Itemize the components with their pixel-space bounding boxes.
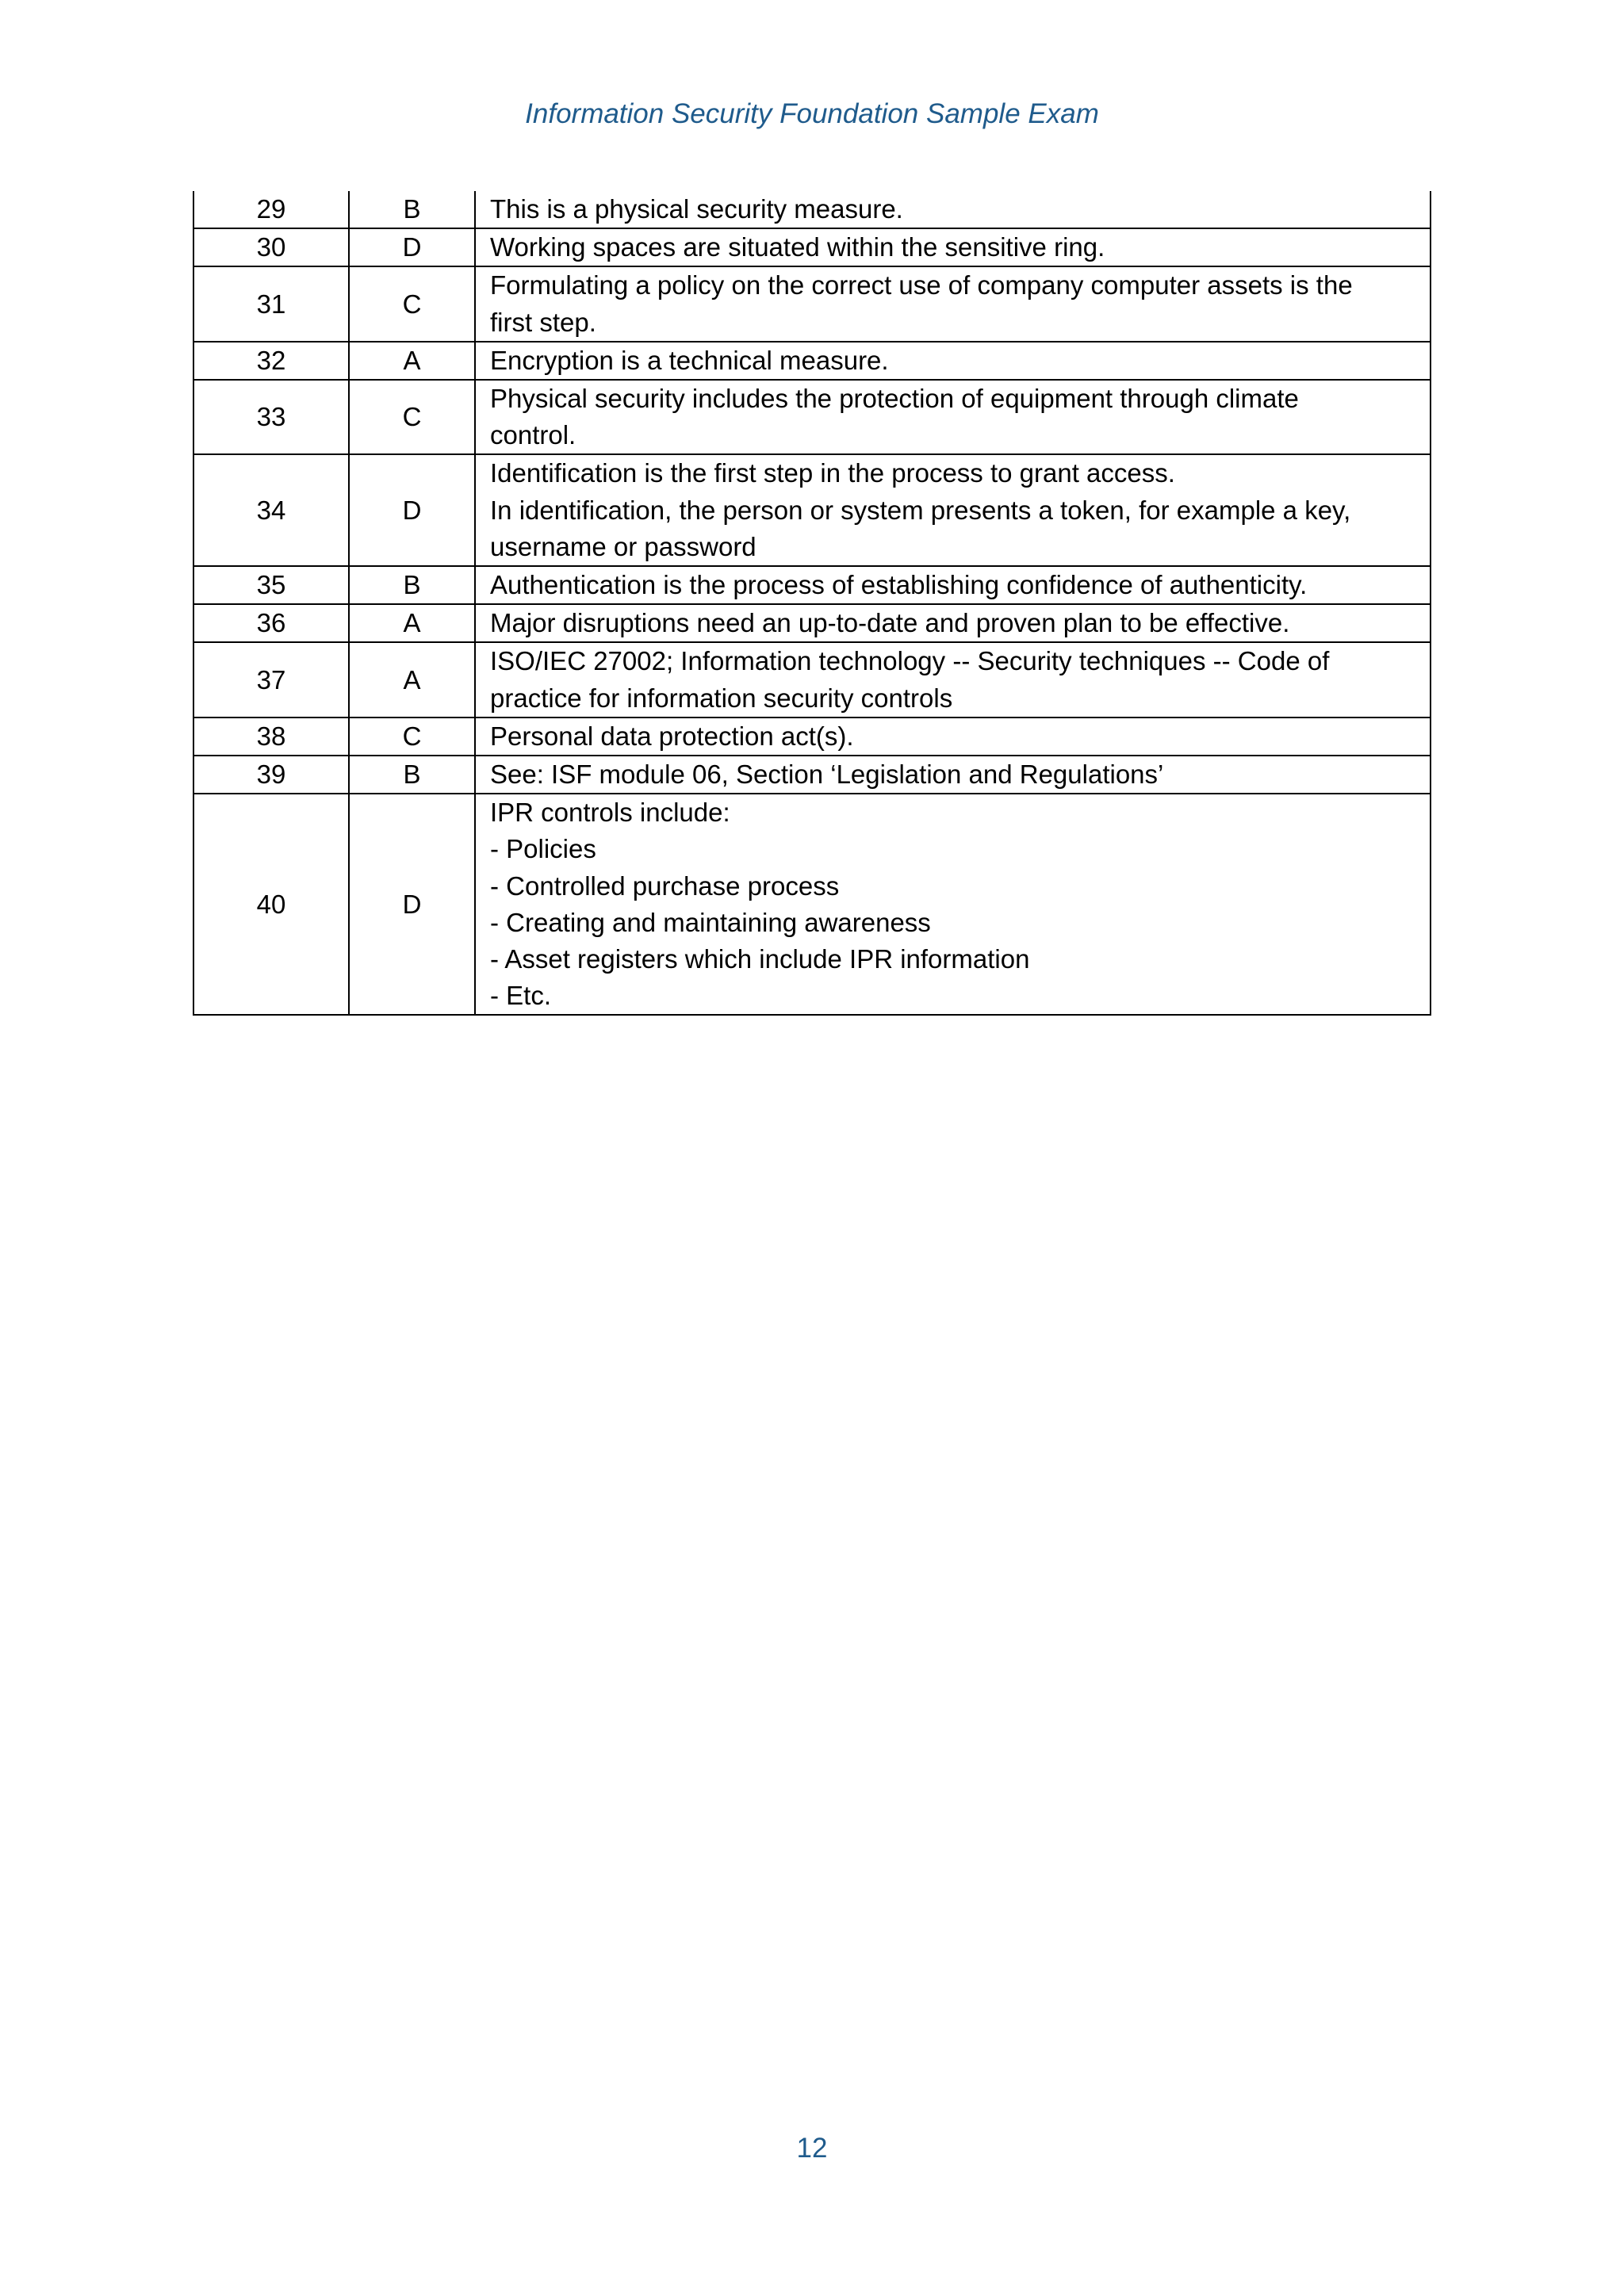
page-header-title: Information Security Foundation Sample Exam [525,98,1099,129]
table-row [193,642,1431,717]
explanation-line: - Asset registers which include IPR information [490,944,1030,974]
explanation-line: username or password [490,531,756,561]
explanation-line: This is a physical security measure. [490,194,903,224]
table-row [193,718,1431,756]
explanation-line: ISO/IEC 27002; Information technology -- Security techniques -- Code of [490,646,1330,676]
answer-cell: B [349,756,475,794]
page-number: 12 [796,2133,828,2164]
table-row [193,342,1431,380]
explanation-line: practice for information security controls [490,683,953,713]
answer-cell: A [349,342,475,380]
question-number-cell: 37 [193,642,349,717]
question-number-cell: 29 [193,191,349,228]
explanation-line: IPR controls include: [490,798,730,828]
table-row [193,380,1431,454]
table-row [193,454,1431,566]
table-row [193,191,1431,228]
explanation-line: Formulating a policy on the correct use of company computer assets is the [490,270,1353,300]
answer-cell: C [349,266,475,341]
explanation-cell [475,454,1431,566]
explanation-line: first step. [490,307,596,337]
question-number-cell: 38 [193,718,349,756]
table-row [193,604,1431,642]
answer-cell: C [349,718,475,756]
answer-cell: D [349,794,475,1015]
question-number-cell: 31 [193,266,349,341]
explanation-line: - Controlled purchase process [490,871,840,901]
explanation-line: Physical security includes the protection of equipment through climate [490,384,1299,414]
explanation-line: - Creating and maintaining awareness [490,907,931,937]
explanation-cell [475,342,1431,380]
explanation-line: Major disruptions need an up-to-date and proven plan to be effective. [490,608,1290,638]
table-row [193,794,1431,1015]
explanation-line: Encryption is a technical measure. [490,345,889,375]
explanation-cell [475,604,1431,642]
question-number-cell: 35 [193,566,349,604]
explanation-line: control. [490,420,576,450]
question-number-cell: 30 [193,228,349,266]
question-number-cell: 36 [193,604,349,642]
explanation-cell [475,794,1431,1015]
explanation-line: - Policies [490,834,596,864]
answer-key-table [193,191,1431,1016]
question-number-cell: 32 [193,342,349,380]
table-row [193,228,1431,266]
question-number-cell: 34 [193,454,349,566]
table-row [193,566,1431,604]
explanation-cell [475,191,1431,228]
explanation-cell [475,266,1431,341]
explanation-line: Identification is the first step in the process to grant access. [490,458,1175,488]
answer-key-table-body [193,191,1431,1015]
explanation-cell [475,566,1431,604]
answer-cell: A [349,604,475,642]
answer-cell: D [349,228,475,266]
answer-cell: A [349,642,475,717]
answer-cell: B [349,191,475,228]
explanation-cell [475,756,1431,794]
explanation-line: Authentication is the process of establishing confidence of authenticity. [490,570,1308,600]
answer-cell: D [349,454,475,566]
explanation-line: In identification, the person or system presents a token, for example a key, [490,495,1351,525]
explanation-cell [475,642,1431,717]
explanation-cell [475,228,1431,266]
answer-cell: B [349,566,475,604]
explanation-line: Working spaces are situated within the sensitive ring. [490,232,1105,262]
question-number-cell: 39 [193,756,349,794]
answer-cell: C [349,380,475,454]
explanation-line: See: ISF module 06, Section ‘Legislation and Regulations’ [490,760,1164,790]
table-row [193,756,1431,794]
explanation-cell [475,380,1431,454]
explanation-line: - Etc. [490,981,552,1011]
explanation-line: Personal data protection act(s). [490,721,854,751]
explanation-cell [475,718,1431,756]
table-row [193,266,1431,341]
question-number-cell: 40 [193,794,349,1015]
question-number-cell: 33 [193,380,349,454]
